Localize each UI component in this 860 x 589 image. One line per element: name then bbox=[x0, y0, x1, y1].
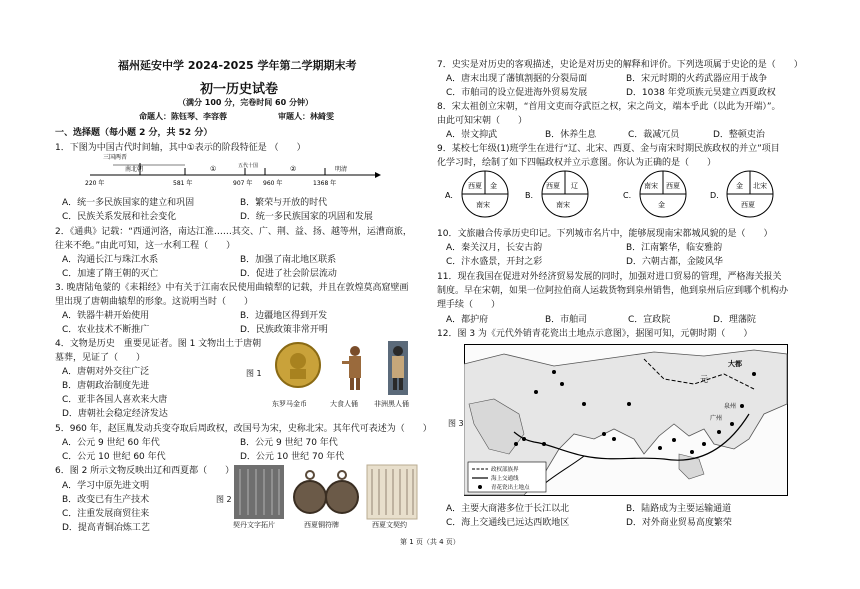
q1-option-b[interactable]: B．繁荣与开放的时代 bbox=[240, 198, 328, 208]
tl-year-220: 220 年 bbox=[85, 180, 105, 187]
q9-stem-line1: 9．某校七年级(1)班学生在进行“辽、北宋、西夏、金与南宋时期民族政权的并立”项目 bbox=[437, 144, 780, 154]
q12-stem: 12．图 3 为《元代外销青花瓷出土地点示意图》，据图可知，元朝时期（ ） bbox=[437, 329, 753, 339]
q6-option-a[interactable]: A．学习中原先进文明 bbox=[62, 481, 150, 491]
tl-year-907: 907 年 bbox=[233, 180, 253, 187]
page-footer: 第 1 页（共 4 页） bbox=[400, 538, 460, 546]
q2-option-b[interactable]: B．加强了南北地区联系 bbox=[240, 255, 337, 265]
tl-label-mingqing: 明清 bbox=[335, 166, 348, 173]
q2-stem-line2: 往来不绝。”由此可知，这一水利工程（ ） bbox=[55, 241, 236, 251]
svg-text:辽: 辽 bbox=[571, 182, 578, 190]
q2-stem-line1: 2．《通典》记载：“西通河洛，南达江淮……其交、广、荆、益、扬、越等州，运漕商旅， bbox=[55, 227, 412, 237]
fig1-caption-arab: 大食人俑 bbox=[330, 400, 358, 408]
q5-option-d[interactable]: D．公元 10 世纪 70 年代 bbox=[240, 452, 345, 462]
q9-option-b-letter: B. bbox=[525, 191, 534, 200]
q9-circle-b bbox=[542, 171, 588, 217]
q9-option-a-letter: A. bbox=[445, 191, 453, 200]
q1-option-d[interactable]: D．统一多民族国家的巩固和发展 bbox=[240, 212, 373, 222]
fig1-artifacts bbox=[270, 337, 420, 397]
tl-label-nanbei: 南北朝 bbox=[125, 166, 144, 173]
q9-circle-d bbox=[727, 171, 773, 217]
tl-label-1: ① bbox=[210, 165, 217, 173]
svg-text:西夏: 西夏 bbox=[546, 182, 560, 190]
legend-route: 海上交通线 bbox=[491, 476, 519, 482]
q1-stem: 1．下图为中国古代时间轴，其中①表示的阶段特征是 （ ） bbox=[55, 143, 306, 153]
q11-stem-line1: 11．现在我国在促进对外经济贸易发展的同时，加强对进口贸易的管理，严格海关报关 bbox=[437, 272, 782, 282]
q1-timeline bbox=[85, 153, 385, 193]
q1-option-a[interactable]: A．统一多民族国家的建立和巩固 bbox=[62, 198, 195, 208]
tl-label-wudai: 五代十国 bbox=[238, 163, 259, 169]
authors: 命题人：陈钰琴、李容蓉 bbox=[139, 112, 227, 121]
svg-text:西夏: 西夏 bbox=[741, 201, 755, 209]
q11-option-c[interactable]: C．宣政院 bbox=[628, 315, 671, 325]
map-label-dadu: 大都 bbox=[728, 360, 742, 368]
q8-option-b[interactable]: B．休养生息 bbox=[545, 130, 597, 140]
q11-stem-line2: 制度。早在宋朝，如果一位阿拉伯商人运载货物到泉州销售，他到泉州后应到哪个机构办 bbox=[437, 286, 789, 296]
svg-text:金: 金 bbox=[658, 201, 665, 209]
q9-circle-c bbox=[640, 171, 686, 217]
q6-stem: 6．图 2 所示文物反映出辽和西夏都（ ） bbox=[55, 466, 235, 476]
q4-option-b[interactable]: B．唐朝政治制度先进 bbox=[62, 381, 150, 391]
q3-option-b[interactable]: B．边疆地区得到开发 bbox=[240, 311, 328, 321]
map-label-guangzhou: 广州 bbox=[710, 415, 723, 422]
q6-option-b[interactable]: B．改变已有生产技术 bbox=[62, 495, 150, 505]
fig2-artifacts bbox=[232, 463, 422, 525]
legend-border: 政权部族界 bbox=[491, 467, 519, 473]
q7-option-a[interactable]: A．唐末出现了藩镇割据的分裂局面 bbox=[446, 74, 588, 84]
q12-option-a[interactable]: A．主要大商港多位于长江以北 bbox=[446, 504, 570, 514]
q7-option-c[interactable]: C．市舶司的设立促进海外贸易发展 bbox=[446, 88, 588, 98]
q8-stem-line1: 8．宋太祖创立宋朝，“首用文吏而夺武臣之权，宋之尚文，端本乎此（以此为开端）”。 bbox=[437, 102, 781, 112]
q8-option-a[interactable]: A．崇文抑武 bbox=[446, 130, 498, 140]
fig1-label: 图 1 bbox=[246, 369, 262, 378]
q8-option-d[interactable]: D．整顿吏治 bbox=[713, 130, 765, 140]
fig2-label: 图 2 bbox=[216, 495, 232, 504]
q5-option-c[interactable]: C．公元 10 世纪 60 年代 bbox=[62, 452, 166, 462]
q5-stem: 5．960 年，赵匡胤发动兵变夺取后周政权，改国号为宋，史称北宋。其年代可表述为（ ） bbox=[55, 424, 432, 434]
q4-option-a[interactable]: A．唐朝对外交往广泛 bbox=[62, 367, 150, 377]
q10-option-b[interactable]: B．江南繁华，临安雅韵 bbox=[626, 243, 723, 253]
q12-option-d[interactable]: D．对外商业贸易高度繁荣 bbox=[626, 518, 732, 528]
q2-option-c[interactable]: C．加速了隋王朝的灭亡 bbox=[62, 269, 159, 279]
q1-option-c[interactable]: C．民族关系发展和社会变化 bbox=[62, 212, 177, 222]
q9-option-c-letter: C. bbox=[623, 191, 632, 200]
q8-option-c[interactable]: C．裁减冗员 bbox=[628, 130, 680, 140]
q3-stem-line2: 里出现了唐朝曲辕犁的形象。这说明当时（ ） bbox=[55, 297, 254, 307]
q10-option-a[interactable]: A．秦关汉月，长安古韵 bbox=[446, 243, 543, 253]
exam-subtitle: 初一历史试卷 bbox=[200, 82, 279, 97]
q9-stem-line2: 化学习时，绘制了如下四幅政权并立示意图。你认为正确的是（ ） bbox=[437, 158, 717, 168]
q5-option-a[interactable]: A．公元 9 世纪 60 年代 bbox=[62, 438, 160, 448]
tl-label-sanguo: 三国两晋 bbox=[103, 154, 128, 161]
fig2-caption-contract: 西夏文契约 bbox=[372, 521, 407, 529]
arab-figurine-icon bbox=[342, 346, 361, 390]
q4-option-d[interactable]: D．唐朝社会稳定经济发达 bbox=[62, 409, 168, 419]
svg-text:南宋: 南宋 bbox=[644, 182, 658, 190]
legend-site: 青花瓷出土地点 bbox=[491, 485, 530, 491]
q9-regime-diagrams[interactable] bbox=[445, 168, 830, 220]
svg-text:南宋: 南宋 bbox=[476, 201, 490, 209]
q2-option-d[interactable]: D．促进了社会阶层流动 bbox=[240, 269, 337, 279]
score-info: （满分 100 分，完卷时间 60 分钟） bbox=[178, 98, 313, 107]
q11-stem-line3: 理手续（ ） bbox=[437, 300, 501, 310]
q4-option-c[interactable]: C．亚非各国人喜欢来大唐 bbox=[62, 395, 168, 405]
q3-option-d[interactable]: D．民族政策非常开明 bbox=[240, 325, 328, 335]
exam-title: 福州延安中学 2024-2025 学年第二学期期末考 bbox=[118, 59, 357, 72]
bronze-token-icon bbox=[294, 471, 358, 513]
q2-option-a[interactable]: A．沟通长江与珠江水系 bbox=[62, 255, 159, 265]
q11-option-a[interactable]: A．都护府 bbox=[446, 315, 489, 325]
section-heading: 一、选择题（每小题 2 分，共 52 分） bbox=[55, 128, 213, 138]
map-label-quanzhou: 泉州 bbox=[724, 403, 737, 410]
svg-text:西夏: 西夏 bbox=[468, 182, 482, 190]
svg-text:金: 金 bbox=[736, 182, 743, 190]
fig3-label: 图 3 bbox=[448, 419, 464, 428]
q7-stem: 7．史实是对历史的客观描述，史论是对历史的解释和评价。下列选项属于史论的是（ ） bbox=[437, 60, 803, 70]
fig3-map bbox=[464, 344, 788, 496]
svg-text:南宋: 南宋 bbox=[556, 201, 570, 209]
tl-label-2: ② bbox=[290, 165, 297, 173]
tl-year-1368: 1368 年 bbox=[313, 180, 337, 187]
african-figurine-icon bbox=[388, 341, 408, 395]
q4-stem-line2: 墓葬，见证了（ ） bbox=[55, 353, 146, 363]
q3-stem-line1: 3. 晚唐陆龟蒙的《耒耜经》中有关于江南农民使用曲辕犁的记载，并且在敦煌莫高窟壁画 bbox=[55, 283, 409, 293]
q7-option-d[interactable]: D．1038 年党项族元昊建立西夏政权 bbox=[626, 88, 776, 98]
q6-option-d[interactable]: D．提高青铜冶炼工艺 bbox=[62, 523, 150, 533]
fig1-caption-african: 非洲黑人俑 bbox=[374, 400, 409, 408]
q10-stem: 10．文旅融合传承历史印记。下列城市名片中，能够展现南宋都城风貌的是（ ） bbox=[437, 229, 773, 239]
q11-option-b[interactable]: B．市舶司 bbox=[545, 315, 588, 325]
map-label-yuan: 元 bbox=[700, 375, 708, 384]
fig2-caption-token: 西夏铜符牌 bbox=[304, 521, 339, 529]
q7-option-b[interactable]: B．宋元时期的火药武器应用于战争 bbox=[626, 74, 768, 84]
q11-option-d[interactable]: D．理藩院 bbox=[713, 315, 756, 325]
tl-year-581: 581 年 bbox=[173, 180, 193, 187]
q6-option-c[interactable]: C．注重发展商贸往来 bbox=[62, 509, 150, 519]
q9-circle-a bbox=[462, 171, 508, 217]
khitan-rubbing-icon bbox=[234, 465, 284, 519]
q12-option-c[interactable]: C．海上交通线已远达西欧地区 bbox=[446, 518, 570, 528]
svg-text:北宋: 北宋 bbox=[753, 182, 767, 190]
q12-option-b[interactable]: B．陆路成为主要运输通道 bbox=[626, 504, 732, 514]
q3-option-c[interactable]: C．农业技术不断推广 bbox=[62, 325, 150, 335]
q9-option-d-letter: D. bbox=[710, 191, 719, 200]
q10-option-d[interactable]: D．六朝古都，金陵风华 bbox=[626, 257, 723, 267]
tangut-contract-icon bbox=[367, 465, 417, 519]
fig2-caption-khitan: 契丹文字拓片 bbox=[233, 521, 275, 529]
q5-option-b[interactable]: B．公元 9 世纪 70 年代 bbox=[240, 438, 338, 448]
reviewer: 审题人：林綺雯 bbox=[278, 112, 334, 121]
q4-stem-line1: 4．文物是历史 重要见证者。图 1 文物出土于唐朝 bbox=[55, 339, 262, 349]
fig1-caption-coin: 东罗马金币 bbox=[272, 400, 307, 408]
q10-option-c[interactable]: C．汴水盛景，开封之彩 bbox=[446, 257, 543, 267]
tl-year-960: 960 年 bbox=[263, 180, 283, 187]
q3-option-a[interactable]: A．铁器牛耕开始使用 bbox=[62, 311, 150, 321]
svg-text:西夏: 西夏 bbox=[666, 182, 680, 190]
q8-stem-line2: 由此可知宋朝（ ） bbox=[437, 116, 528, 126]
svg-text:金: 金 bbox=[490, 182, 497, 190]
